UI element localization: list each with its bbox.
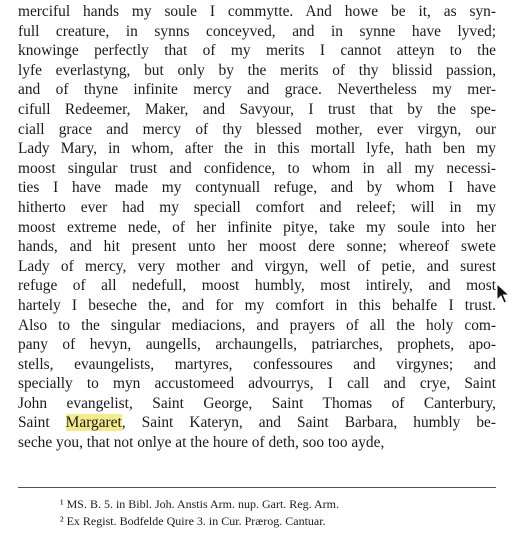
body-line: seche you, that not onlye at the houre of deth, soo too ayde, <box>18 434 385 452</box>
mouse-pointer-icon <box>496 283 510 305</box>
body-line: cifull Redeemer, Maker, and Savyour, I trust that by the spe- <box>18 100 496 118</box>
body-line: hartely I beseche the, and for my comfort in this behalfe I trust. <box>18 296 496 314</box>
body-line: full creature, in synns conceyved, and in synne have lyved; <box>18 22 496 40</box>
body-line: John evangelist, Saint George, Saint Thomas of Canterbury, <box>18 394 496 412</box>
body-line: Lady Mary, in whom, after the in this mortall lyfe, hath ben my <box>18 140 496 158</box>
body-line: hands, and hit present unto her moost dere sonne; whereof swete <box>18 238 496 256</box>
line-text-after: , Saint Kateryn, and Saint Barbara, humbly be- <box>121 414 496 432</box>
footnotes <box>60 496 500 530</box>
body-line: and of thyne infinite mercy and grace. Nevertheless my mer- <box>18 81 496 99</box>
footnote: ² Ex Regist. Bodfelde Quire 3. in Cur. Prærog. Cantuar. <box>60 514 326 528</box>
body-line: ciall grace and mercy of thy blessed mother, ever virgyn, our <box>18 120 496 138</box>
body-line: refuge of all nedefull, moost humbly, most intirely, and most <box>18 277 496 295</box>
line-text-before: Saint <box>18 414 66 432</box>
body-line: knowinge perfectly that of my merits I cannot atteyn to the <box>18 42 496 60</box>
footnote: ¹ MS. B. 5. in Bibl. Joh. Anstis Arm. nup. Gart. Reg. Arm. <box>60 497 339 511</box>
footnote-divider <box>18 487 496 488</box>
body-line: moost singular trust and confidence, to whom in all my necessi- <box>18 159 496 177</box>
body-line: moost extreme nede, of her infinite pitye, take my soule into her <box>18 218 496 236</box>
body-line: specially to myn accustomeed advourrys, I call and crye, Saint <box>18 375 496 393</box>
body-line: Lady of mercy, very mother and virgyn, well of petie, and surest <box>18 257 496 275</box>
body-line-highlighted <box>18 413 496 433</box>
body-line: pany of hevyn, aungells, archaungells, patriarches, prophets, apo- <box>18 336 496 354</box>
document-body <box>18 2 496 453</box>
body-line: Also to the singular mediacions, and prayers of all the holy com- <box>18 316 496 334</box>
body-line: ties I have made my contynuall refuge, and by whom I have <box>18 179 496 197</box>
body-line: hitherto ever had my speciall comfort and releef; will in my <box>18 198 496 216</box>
body-line: lyfe everlastyng, but only by the merits of thy blissid passion, <box>18 61 496 79</box>
body-line: stells, evaungelists, martyres, confessoures and virgynes; and <box>18 355 496 373</box>
body-line: merciful hands my soule I commytte. And howe be it, as syn- <box>18 3 496 20</box>
highlighted-word[interactable]: Margaret <box>65 414 122 432</box>
